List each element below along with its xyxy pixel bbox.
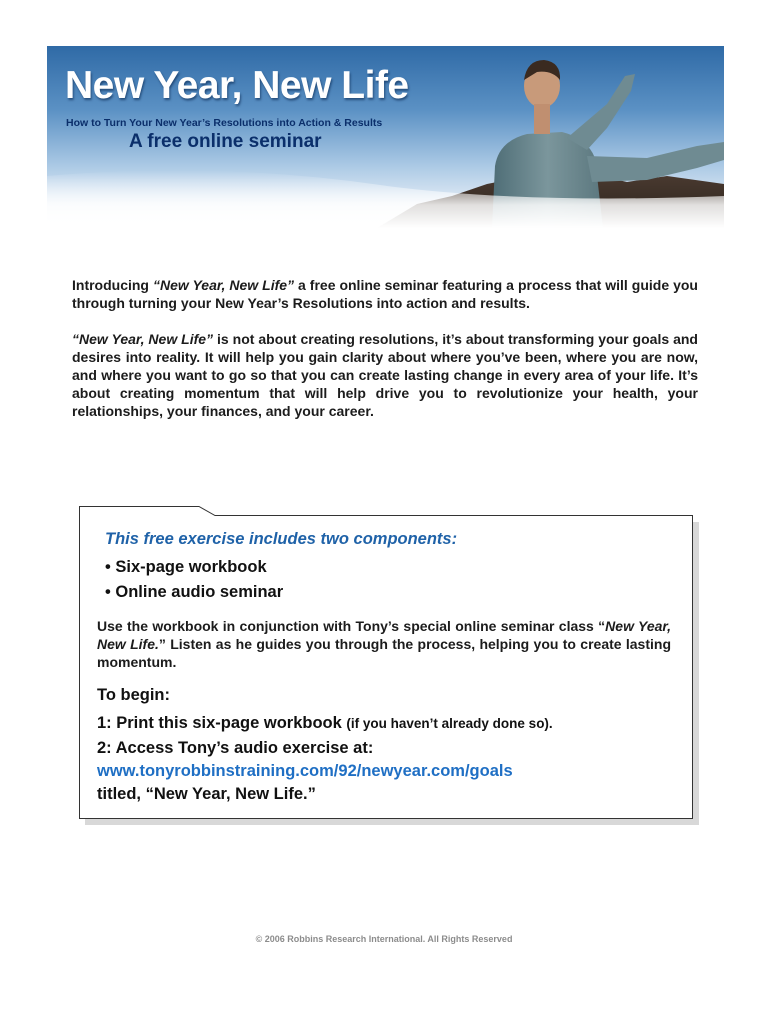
callout-body-text <box>97 617 671 671</box>
callout-body-lead: Use the workbook in conjunction with Tony’s special online seminar class “ <box>97 618 606 634</box>
footer-copyright: © 2006 Robbins Research International. All Rights Reserved <box>255 934 513 944</box>
exercise-callout-box <box>79 503 693 819</box>
callout-body-rest: ” Listen as he guides you through the process, helping you to create lasting momentum. <box>97 636 671 670</box>
component-item-workbook: • Six-page workbook <box>105 558 267 576</box>
intro-p2-rest: is not about creating resolutions, it’s about transforming your goals and desires into reality. It will help you gain clarity about where you’ve been, where you are now, and where you want to go so that you can create lasting change in every area of your life. It’s about creating momentum that will help drive you to revolutionize your health, your relationships, your finances, and your career. <box>72 331 698 419</box>
intro-p2-title: “New Year, New Life” <box>72 331 214 347</box>
header-banner <box>47 46 724 228</box>
intro-p1-rest: a free online seminar featuring a process that will guide you through turning your New Year’s Resolutions into action and results. <box>72 277 698 311</box>
intro-p1-lead: Introducing <box>72 277 153 293</box>
audio-exercise-link[interactable]: www.tonyrobbinstraining.com/92/newyear.com/goals <box>97 762 513 780</box>
callout-content <box>97 530 671 806</box>
banner-title: New Year, New Life <box>65 64 409 107</box>
intro-section <box>72 276 698 438</box>
intro-p1-title: “New Year, New Life” <box>152 277 295 293</box>
to-begin-label: To begin: <box>97 686 171 704</box>
callout-heading: This free exercise includes two components: <box>105 530 458 548</box>
banner-subtitle: How to Turn Your New Year’s Resolutions into Action & Results <box>66 117 383 129</box>
step-1-text: 1: Print this six-page workbook <box>97 714 342 732</box>
intro-paragraph-2 <box>72 330 698 420</box>
intro-paragraph-1 <box>72 276 698 312</box>
step-1 <box>97 711 671 736</box>
banner-tagline: A free online seminar <box>129 131 322 152</box>
step-2-text: 2: Access Tony’s audio exercise at: <box>97 739 374 757</box>
component-list <box>105 555 671 605</box>
component-item-audio-seminar: • Online audio seminar <box>105 583 284 601</box>
step-1-note: (if you haven’t already done so). <box>346 716 553 731</box>
callout-body-title: New Year, New Life. <box>97 618 671 652</box>
step-2-after: titled, “New Year, New Life.” <box>97 785 316 803</box>
